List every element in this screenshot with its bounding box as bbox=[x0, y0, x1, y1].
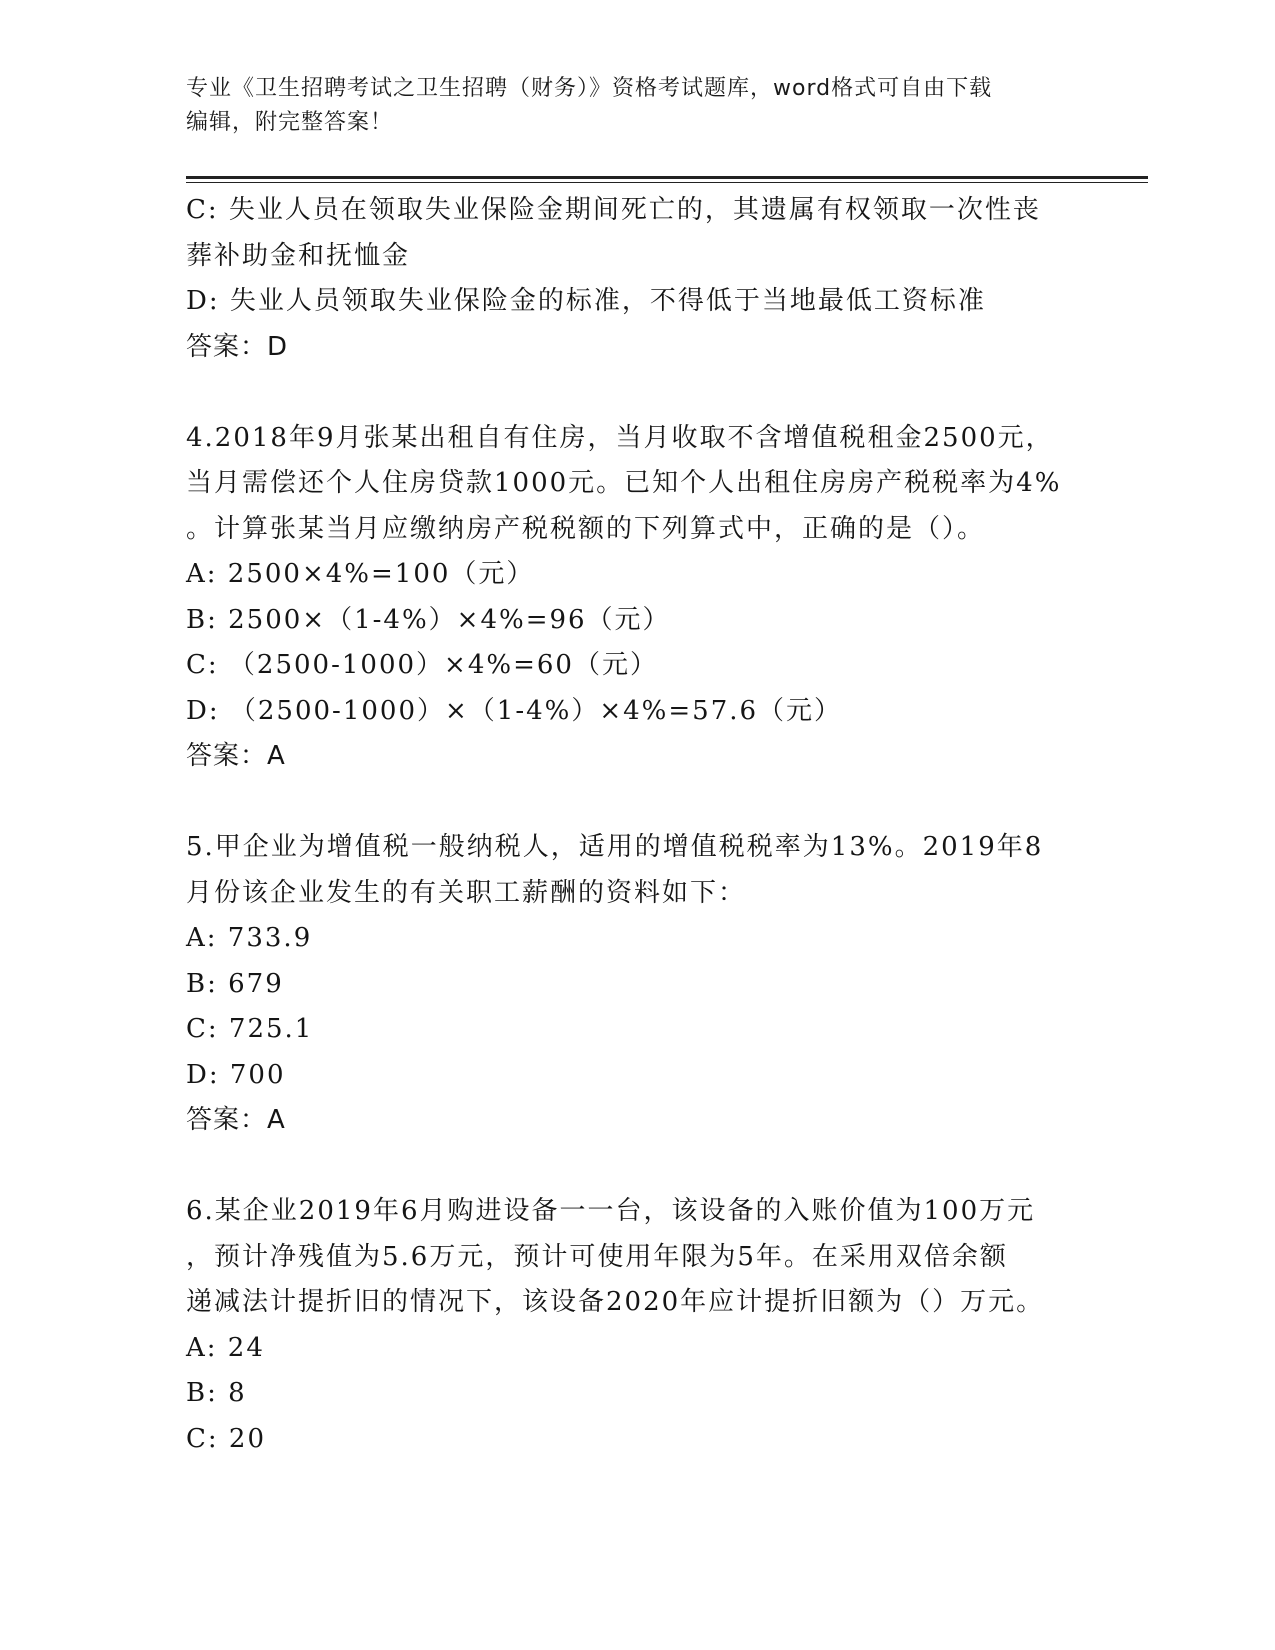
option-d: D: （2500-1000）×（1-4%）×4%=57.6（元） bbox=[186, 695, 843, 726]
option-a: A: 733.9 bbox=[186, 923, 313, 953]
document-body bbox=[186, 188, 1086, 1462]
question-4 bbox=[186, 416, 1086, 780]
answer-label: 答案：D bbox=[186, 331, 289, 362]
question-stem-line: 4.2018年9月张某出租自有住房，当月收取不含增值税租金2500元， bbox=[186, 422, 1054, 453]
question-5 bbox=[186, 825, 1086, 1144]
question-stem-line: 6.某企业2019年6月购进设备一一台，该设备的入账价值为100万元 bbox=[186, 1196, 1036, 1226]
header-divider-thick bbox=[186, 176, 1148, 179]
header-divider-thin bbox=[186, 182, 1148, 183]
document-header bbox=[186, 72, 1066, 140]
option-c-line-2: 葬补助金和抚恤金 bbox=[186, 240, 411, 271]
spacer bbox=[186, 780, 1086, 826]
question-stem-line: ，预计净残值为5.6万元，预计可使用年限为5年。在采用双倍余额 bbox=[186, 1241, 1008, 1272]
question-6 bbox=[186, 1189, 1086, 1462]
question-stem-line: 月份该企业发生的有关职工薪酬的资料如下： bbox=[186, 877, 747, 908]
option-c-line-1: C: 失业人员在领取失业保险金期间死亡的，其遗属有权领取一次性丧 bbox=[186, 195, 1041, 225]
option-c: C: （2500-1000）×4%=60（元） bbox=[186, 650, 658, 680]
question-stem-line: 当月需偿还个人住房贷款1000元。已知个人出租住房房产税税率为4% bbox=[186, 468, 1062, 498]
question-stem-line: 。计算张某当月应缴纳房产税税额的下列算式中，正确的是（）。 bbox=[186, 513, 986, 544]
header-line-2: 编辑，附完整答案！ bbox=[186, 110, 394, 135]
option-c: C: 725.1 bbox=[186, 1014, 314, 1044]
question-3-tail bbox=[186, 188, 1086, 370]
header-line-1: 专业《卫生招聘考试之卫生招聘（财务）》资格考试题库，word格式可自由下载 bbox=[186, 76, 993, 101]
answer-label: 答案：A bbox=[186, 741, 286, 771]
option-b: B: 2500×（1-4%）×4%=96（元） bbox=[186, 604, 671, 635]
option-c: C: 20 bbox=[186, 1423, 267, 1454]
question-stem-line: 5.甲企业为增值税一般纳税人，适用的增值税税率为13%。2019年8 bbox=[186, 832, 1044, 862]
spacer bbox=[186, 370, 1086, 416]
option-d: D: 700 bbox=[186, 1059, 286, 1090]
option-a: A: 24 bbox=[186, 1332, 265, 1363]
question-stem-line: 递减法计提折旧的情况下，该设备2020年应计提折旧额为（）万元。 bbox=[186, 1287, 1045, 1317]
option-d: D: 失业人员领取失业保险金的标准，不得低于当地最低工资标准 bbox=[186, 286, 986, 316]
option-b: B: 8 bbox=[186, 1378, 247, 1408]
option-b: B: 679 bbox=[186, 968, 284, 999]
answer-label: 答案：A bbox=[186, 1105, 286, 1135]
spacer bbox=[186, 1144, 1086, 1190]
option-a: A: 2500×4%=100（元） bbox=[186, 559, 535, 589]
